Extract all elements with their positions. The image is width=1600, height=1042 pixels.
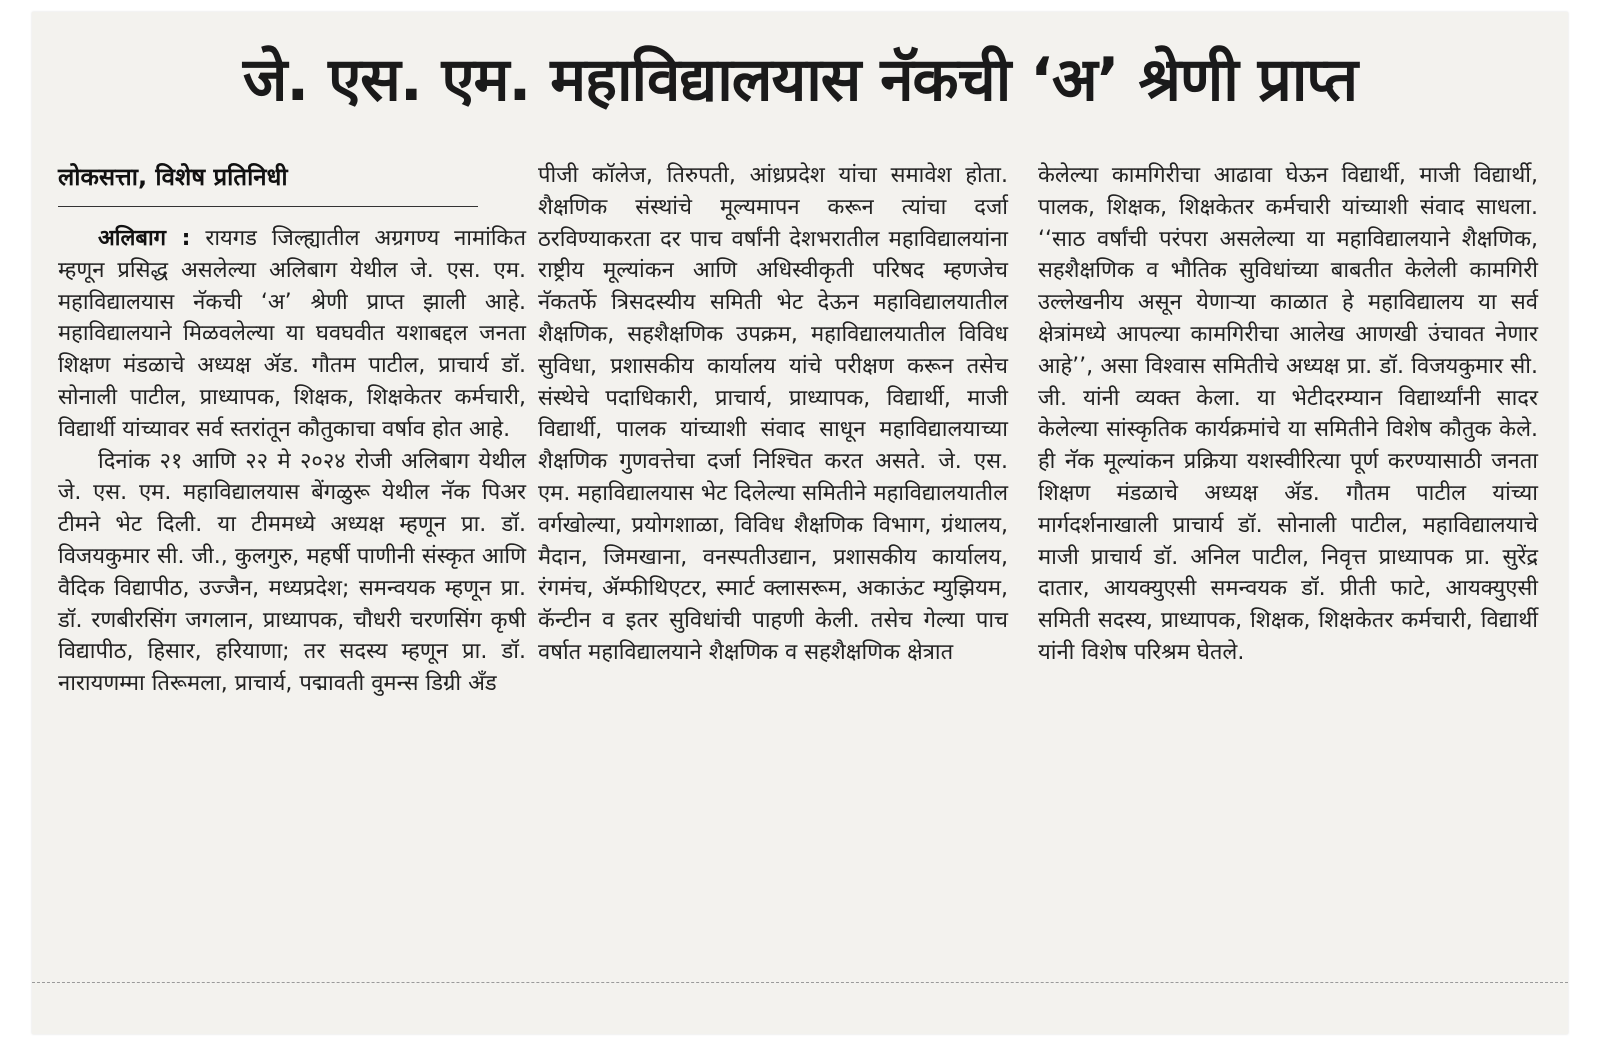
paragraph-1-text: रायगड जिल्ह्यातील अग्रगण्य नामांकित म्हणून प्रसिद्ध असलेल्या अलिबाग येथील जे. एस. एम. महाविद्यालयास नॅकची ‘अ’ श्रेणी प्राप्त झाली आहे. महाविद्यालयाने मिळवलेल्या या घवघवीत यशाबद्दल जनता शिक्षण मंडळाचे अध्यक्ष ॲड. गौतम पाटील, प्राचार्य डॉ. सोनाली पाटील, प्राध्यापक, शिक्षक, शिक्षकेतर कर्मचारी, विद्यार्थी यांच्यावर सर्व स्तरांतून कौतुकाचा वर्षाव होत आहे. [58, 226, 526, 442]
paragraph-2: दिनांक २१ आणि २२ मे २०२४ रोजी अलिबाग येथील जे. एस. एम. महाविद्यालयास बेंगळुरू येथील नॅक पिअर टीमने भेट दिली. या टीममध्ये अध्यक्ष म्हणून प्रा. डॉ. विजयकुमार सी. जी., कुलगुरु, महर्षी पाणीनी संस्कृत आणि वैदिक विद्यापीठ, उज्जैन, मध्यप्रदेश; समन्वयक म्हणून प्रा. डॉ. रणबीरसिंग जगलान, प्राध्यापक, चौधरी चरणसिंग कृषी विद्यापीठ, हिसार, हरियाणा; तर सदस्य म्हणून प्रा. डॉ. नारायणम्मा तिरूमला, प्राचार्य, पद्मावती वुमन्स डिग्री अँड [58, 448, 526, 697]
column-2-text: पीजी कॉलेज, तिरुपती, आंध्रप्रदेश यांचा समावेश होता. शैक्षणिक संस्थांचे मूल्यमापन करून त्यांचा दर्जा ठरविण्याकरता दर पाच वर्षांनी देशभरातील महाविद्यालयांना राष्ट्रीय मूल्यांकन आणि अधिस्वीकृती परिषद म्हणजेच नॅकतर्फे त्रिसदस्यीय समिती भेट देऊन महाविद्यालयातील शैक्षणिक, सहशैक्षणिक उपक्रम, महाविद्यालयातील विविध सुविधा, प्रशासकीय कार्यालय यांचे परीक्षण करून तसेच संस्थेचे पदाधिकारी, प्राचार्य, प्राध्यापक, विद्यार्थी, माजी विद्यार्थी, पालक यांच्याशी संवाद साधून महाविद्यालयाच्या शैक्षणिक गुणवत्तेचा दर्जा निश्चित करत असते. जे. एस. एम. महाविद्यालयास भेट दिलेल्या समितीने महाविद्यालयातील वर्गखोल्या, प्रयोगशाळा, विविध शैक्षणिक विभाग, ग्रंथालय, मैदान, जिमखाना, वनस्पतीउद्यान, प्रशासकीय कार्यालय, रंगमंच, ॲम्फीथिएटर, स्मार्ट क्लासरूम, अकाऊंट म्युझियम, कॅन्टीन व इतर सुविधांची पाहणी केली. तसेच गेल्या पाच वर्षात महाविद्यालयाने शैक्षणिक व सहशैक्षणिक क्षेत्रात [538, 163, 1008, 665]
column-2 [538, 160, 1008, 669]
headline: जे. एस. एम. महाविद्यालयास नॅकची ‘अ’ श्रेणी प्राप्त [242, 45, 1358, 115]
byline: लोकसत्ता, विशेष प्रतिनिधी [58, 163, 288, 191]
dateline: अलिबाग : [98, 226, 191, 251]
byline-divider [58, 206, 478, 207]
column-3-text: केलेल्या कामगिरीचा आढावा घेऊन विद्यार्थी, माजी विद्यार्थी, पालक, शिक्षक, शिक्षकेतर कर्मचारी यांच्याशी संवाद साधला. ‘‘साठ वर्षांची परंपरा असलेल्या या महाविद्यालयाने शैक्षणिक, सहशैक्षणिक व भौतिक सुविधांच्या बाबतीत केलेली कामगिरी उल्लेखनीय असून येणाऱ्या काळात हे महाविद्यालय या सर्व क्षेत्रांमध्ये आपल्या कामगिरीचा आलेख आणखी उंचावत नेणार आहे’’, असा विश्वास समितीचे अध्यक्ष प्रा. डॉ. विजयकुमार सी. जी. यांनी व्यक्त केला. या भेटीदरम्यान विद्यार्थ्यांनी सादर केलेल्या सांस्कृतिक कार्यक्रमांचे या समितीने विशेष कौतुक केले. ही नॅक मूल्यांकन प्रक्रिया यशस्वीरित्या पूर्ण करण्यासाठी जनता शिक्षण मंडळाचे अध्यक्ष ॲड. गौतम पाटील यांच्या मार्गदर्शनाखाली प्राचार्य डॉ. सोनाली पाटील, महाविद्यालयाचे माजी प्राचार्य डॉ. अनिल पाटील, निवृत्त प्राध्यापक प्रा. सुरेंद्र दातार, आयक्युएसी समन्वयक डॉ. प्रीती फाटे, आयक्युएसी समिती सदस्य, प्राध्यापक, शिक्षक, शिक्षकेतर कर्मचारी, विद्यार्थी यांनी विशेष परिश्रम घेतले. [1038, 163, 1538, 665]
bottom-divider [32, 982, 1568, 983]
column-3 [1038, 160, 1538, 669]
newspaper-clipping [32, 12, 1568, 1034]
paragraph-1 [58, 223, 526, 446]
column-1 [58, 160, 526, 700]
